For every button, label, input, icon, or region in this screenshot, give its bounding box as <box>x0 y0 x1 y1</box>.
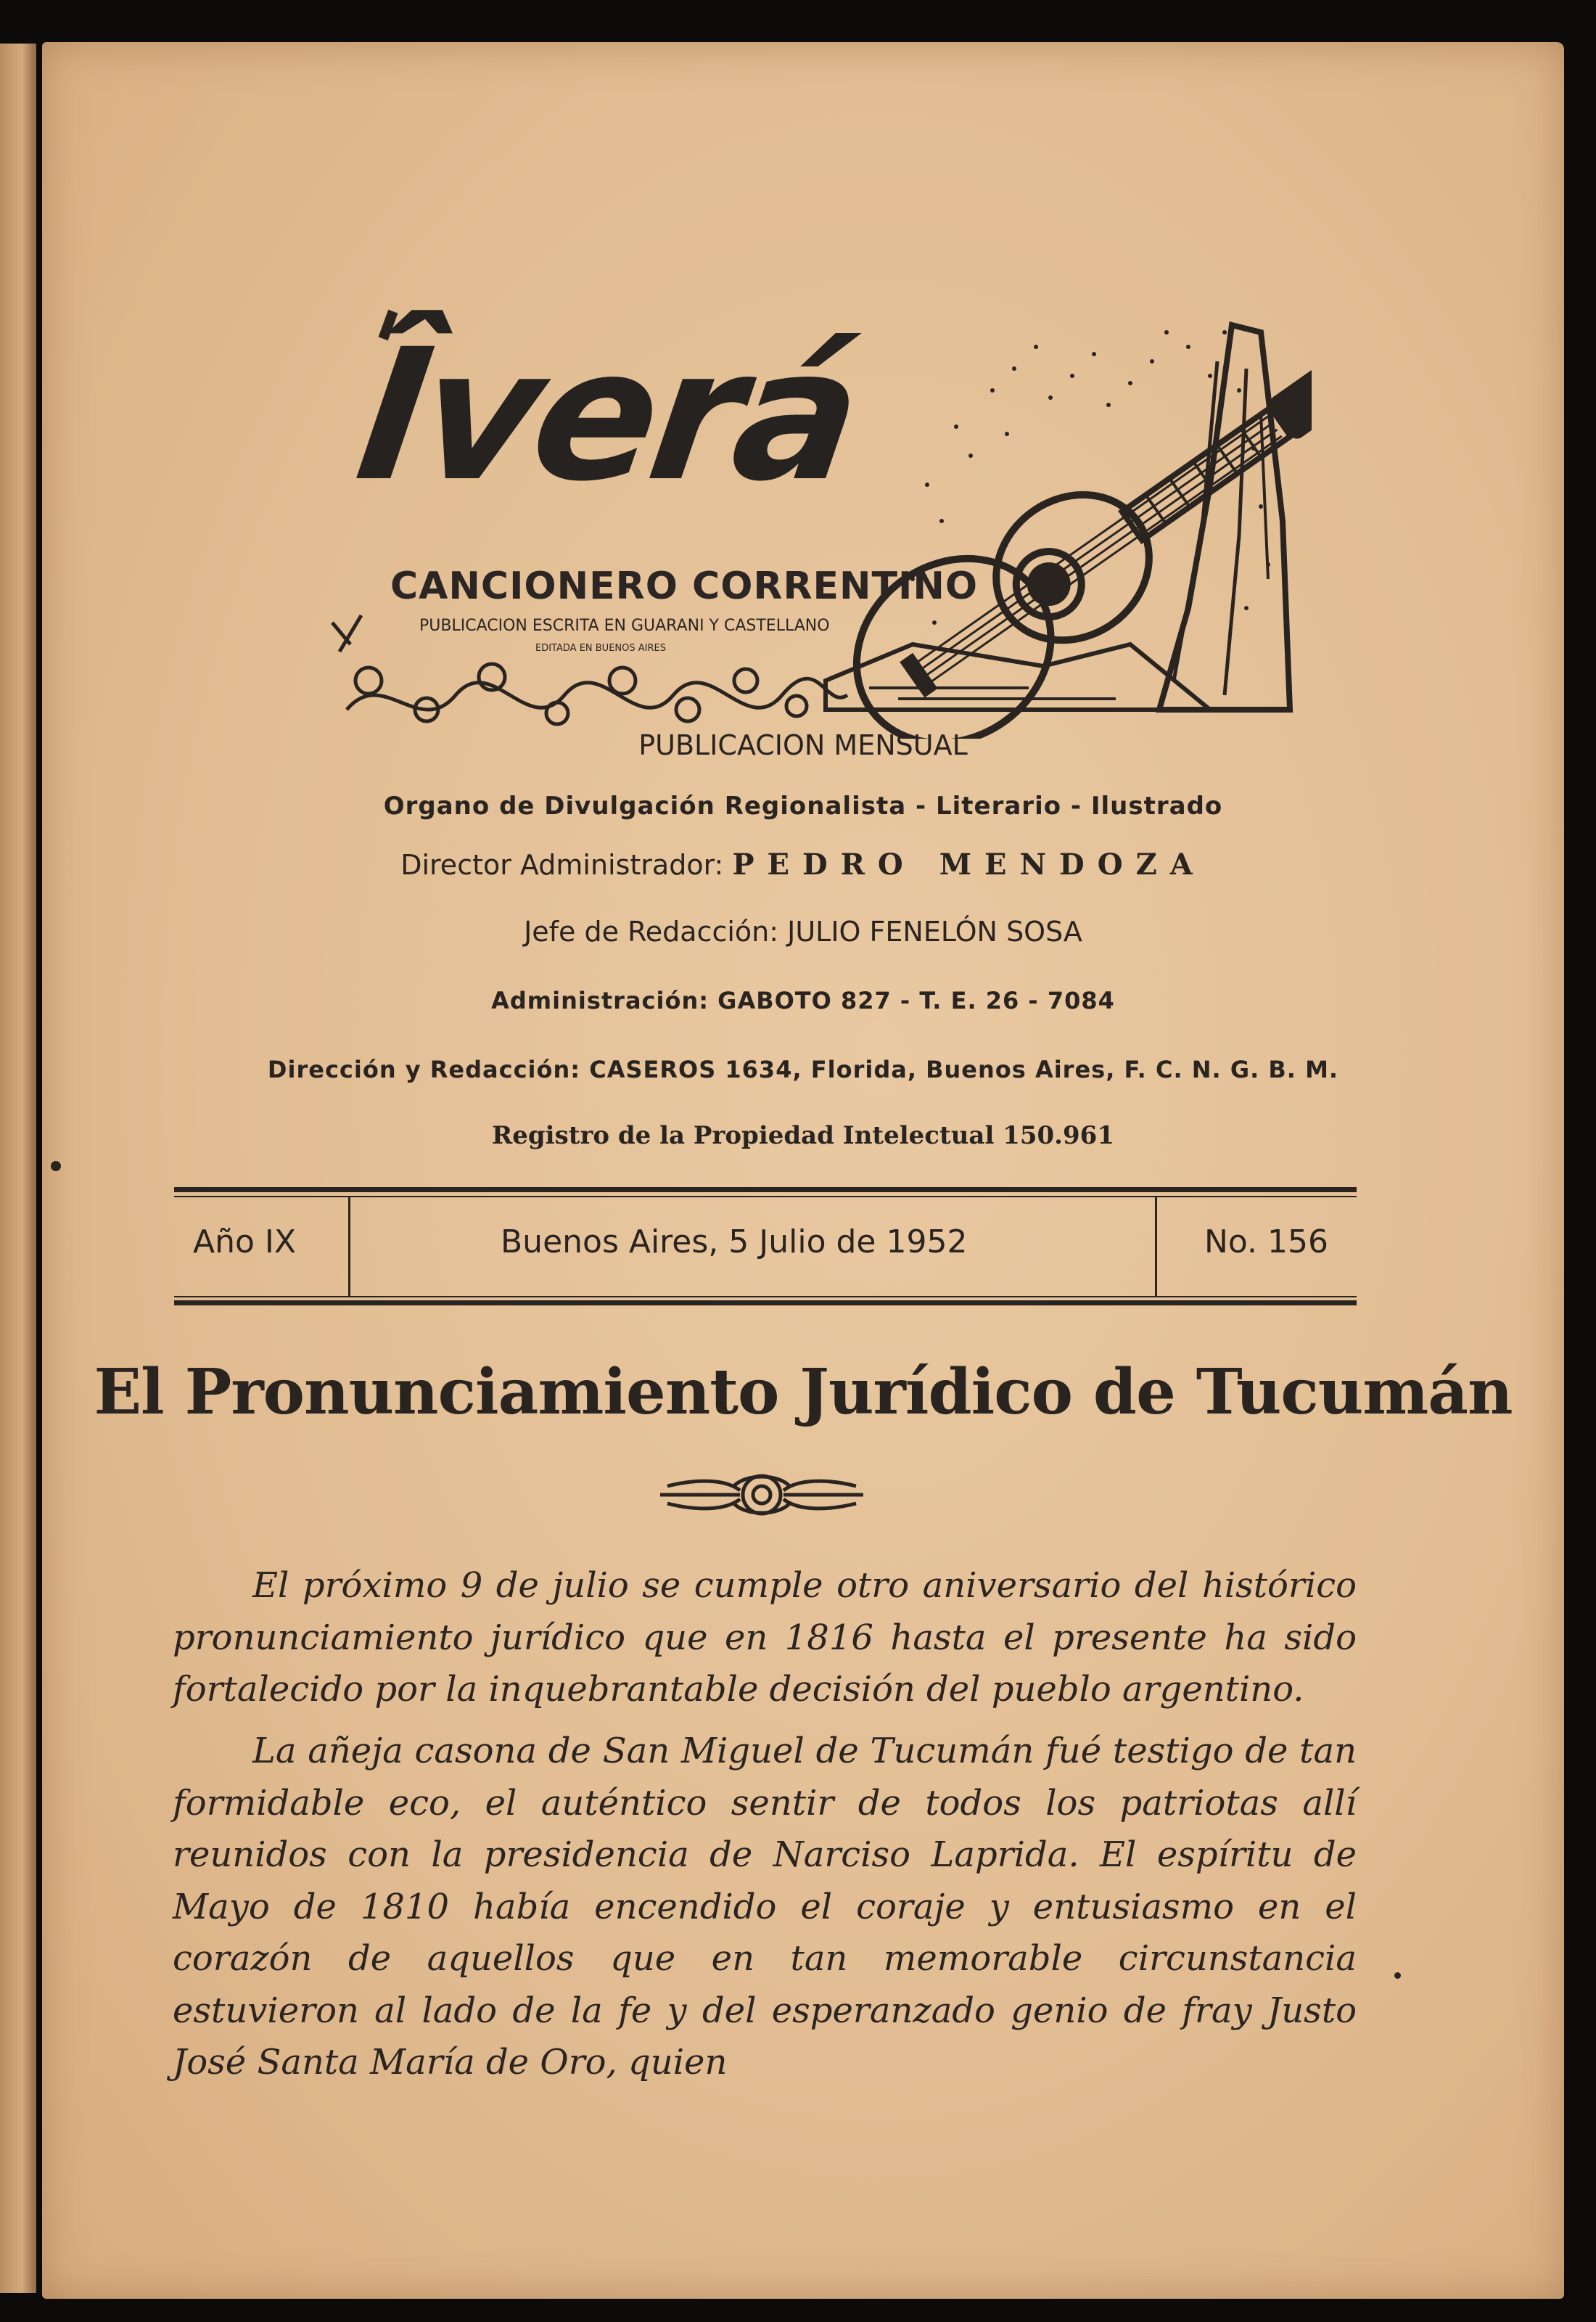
publication-type: PUBLICACION MENSUAL <box>638 729 968 761</box>
magazine-logo-title: Îverá <box>346 310 868 521</box>
administration-line: Administración: GABOTO 827 - T. E. 26 - 7084 <box>491 987 1115 1014</box>
rule-top-thin <box>174 1196 1357 1197</box>
magazine-tagline: PUBLICACION ESCRITA EN GUARANI Y CASTELLANO <box>419 617 830 635</box>
article-paragraph: El próximo 9 de julio se cumple otro aniversario del histórico pronunciamiento jurídico que en 1816 hasta el presente ha sido fortalecido por la inquebrantable decisión del pueblo argentino. <box>173 1565 1357 1710</box>
rule-bottom-thin <box>174 1296 1357 1297</box>
article-paragraph: La añeja casona de San Miguel de Tucumán fué testigo de tan formidable eco, el auténtico sentir de todos los patriotas allí reunidos con la presidencia de Narciso Laprida. El espíritu de Mayo de 1810 había encendido el coraje y entusiasmo en el corazón de aquellos que en tan memorable circunstancia estuvieron al lado de la fe y del esperanzado genio de fray Justo José Santa María de Oro, quien <box>173 1731 1357 2083</box>
article-title: El Pronunciamiento Jurídico de Tucumán <box>94 1355 1513 1429</box>
address-line: Dirección y Redacción: CASEROS 1634, Florida, Buenos Aires, F. C. N. G. B. M. <box>267 1056 1339 1083</box>
issue-info-bar <box>174 1187 1357 1308</box>
rule-top <box>174 1187 1357 1192</box>
magazine-subtitle: CANCIONERO CORRENTINO <box>390 565 979 608</box>
director-label: Director Administrador: <box>400 849 724 881</box>
issue-number: No. 156 <box>1204 1223 1329 1260</box>
ink-speck <box>51 1161 61 1171</box>
director-name: PEDRO MENDOZA <box>732 848 1206 882</box>
director-line <box>42 848 1564 882</box>
ink-speck <box>1394 1972 1401 1979</box>
organ-description: Organo de Divulgación Regionalista - Literario - Ilustrado <box>383 792 1223 821</box>
previous-page-edge <box>0 44 36 2293</box>
rule-bottom <box>174 1300 1357 1305</box>
issue-year: Año IX <box>193 1223 297 1260</box>
masthead <box>318 303 1312 739</box>
scroll-ornament-icon <box>653 1466 871 1524</box>
issue-date: Buenos Aires, 5 Julio de 1952 <box>501 1223 968 1260</box>
chief-editor-label: Jefe de Redacción: <box>524 916 779 948</box>
registry-line: Registro de la Propiedad Intelectual 150.961 <box>492 1121 1114 1150</box>
chief-editor-line <box>42 916 1564 948</box>
magazine-edition-note: EDITADA EN BUENOS AIRES <box>535 643 666 654</box>
chief-editor-name: JULIO FENELÓN SOSA <box>787 916 1082 948</box>
